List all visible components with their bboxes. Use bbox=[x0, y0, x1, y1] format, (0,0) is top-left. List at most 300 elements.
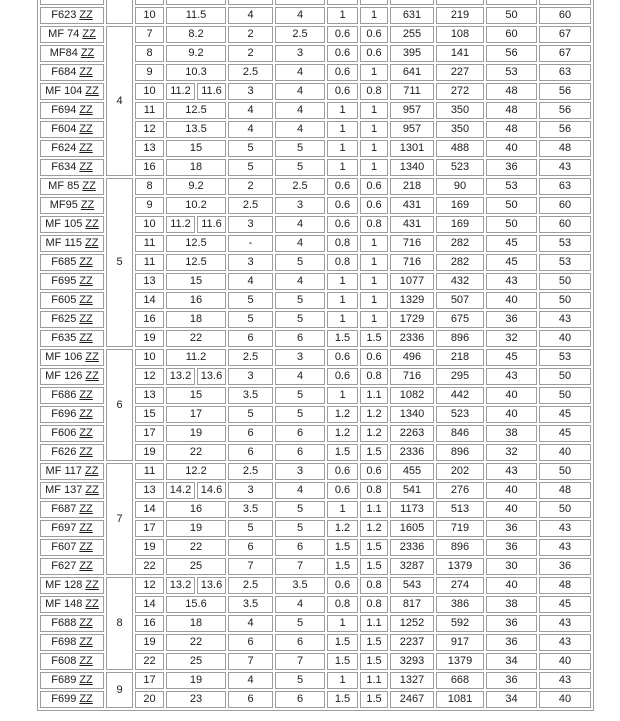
data-cell: 1 bbox=[327, 501, 358, 518]
model-cell bbox=[40, 140, 104, 157]
data-cell: 2.5 bbox=[228, 349, 273, 366]
data-cell: 13 bbox=[135, 140, 164, 157]
data-cell: 19 bbox=[135, 539, 164, 556]
data-cell: 6 bbox=[228, 330, 273, 347]
model-base-text: MF 105 bbox=[45, 218, 83, 230]
data-cell bbox=[436, 0, 484, 5]
data-cell: 496 bbox=[390, 349, 434, 366]
data-cell: 1.5 bbox=[327, 691, 358, 708]
data-cell: 34 bbox=[486, 653, 537, 670]
model-cell bbox=[40, 235, 104, 252]
model-link[interactable] bbox=[46, 237, 99, 249]
data-cell: 40 bbox=[486, 501, 537, 518]
data-cell: 53 bbox=[486, 64, 537, 81]
data-cell: 1.5 bbox=[327, 539, 358, 556]
data-cell: 2 bbox=[228, 26, 273, 43]
data-cell: 50 bbox=[539, 387, 591, 404]
data-cell: 523 bbox=[436, 406, 484, 423]
data-cell: 507 bbox=[436, 292, 484, 309]
model-link[interactable] bbox=[45, 218, 99, 230]
data-cell: 36 bbox=[486, 311, 537, 328]
data-cell: 4 bbox=[275, 216, 325, 233]
model-suffix-text: ZZ bbox=[79, 9, 93, 21]
data-cell: 14.2 bbox=[166, 482, 195, 499]
data-cell: 7 bbox=[275, 558, 325, 575]
data-cell: 0.6 bbox=[327, 368, 358, 385]
model-base-text: MF 117 bbox=[45, 465, 83, 477]
model-link[interactable] bbox=[51, 503, 93, 515]
data-cell: 36 bbox=[486, 159, 537, 176]
data-cell: 15 bbox=[166, 387, 226, 404]
data-cell: 641 bbox=[390, 64, 434, 81]
data-cell: 3 bbox=[228, 254, 273, 271]
data-cell: 5 bbox=[275, 406, 325, 423]
data-cell: 36 bbox=[486, 634, 537, 651]
data-cell: 169 bbox=[436, 197, 484, 214]
data-cell: 4 bbox=[275, 83, 325, 100]
data-cell: 0.6 bbox=[327, 463, 358, 480]
model-link[interactable] bbox=[45, 370, 99, 382]
model-base-text: F689 bbox=[51, 674, 77, 686]
model-suffix-text: ZZ bbox=[85, 218, 99, 230]
model-link[interactable] bbox=[51, 332, 93, 344]
model-cell bbox=[40, 596, 104, 613]
model-cell bbox=[40, 330, 104, 347]
model-link[interactable] bbox=[51, 104, 93, 116]
data-cell: 12 bbox=[135, 368, 164, 385]
data-cell: 1.5 bbox=[327, 330, 358, 347]
data-cell: 0.6 bbox=[360, 463, 388, 480]
data-cell: 5 bbox=[228, 311, 273, 328]
data-cell: 50 bbox=[539, 463, 591, 480]
data-cell: 5 bbox=[275, 311, 325, 328]
data-cell: 1 bbox=[327, 672, 358, 689]
data-cell: 1 bbox=[327, 292, 358, 309]
model-link[interactable] bbox=[51, 275, 93, 287]
data-cell: 668 bbox=[436, 672, 484, 689]
data-cell: 8 bbox=[135, 178, 164, 195]
data-cell: 282 bbox=[436, 235, 484, 252]
data-cell: 1.5 bbox=[360, 634, 388, 651]
model-cell bbox=[40, 45, 104, 62]
data-cell: 50 bbox=[486, 216, 537, 233]
data-cell: 432 bbox=[436, 273, 484, 290]
data-cell: 9.2 bbox=[166, 178, 226, 195]
model-cell bbox=[40, 463, 104, 480]
data-cell: 6 bbox=[275, 691, 325, 708]
data-cell: 43 bbox=[539, 539, 591, 556]
model-cell bbox=[40, 520, 104, 537]
data-cell: 63 bbox=[539, 178, 591, 195]
data-cell: 957 bbox=[390, 102, 434, 119]
data-cell: 60 bbox=[486, 26, 537, 43]
data-cell: 6 bbox=[228, 444, 273, 461]
model-suffix-text: ZZ bbox=[79, 332, 93, 344]
data-cell: 11 bbox=[135, 254, 164, 271]
data-cell: 12.5 bbox=[166, 254, 226, 271]
data-cell: 1.5 bbox=[327, 558, 358, 575]
data-cell: 1329 bbox=[390, 292, 434, 309]
model-suffix-text: ZZ bbox=[85, 598, 99, 610]
data-cell: 1 bbox=[360, 64, 388, 81]
model-cell bbox=[40, 102, 104, 119]
d-group-cell: 5 bbox=[106, 178, 133, 347]
model-link[interactable] bbox=[51, 161, 93, 173]
model-suffix-text: ZZ bbox=[79, 256, 93, 268]
data-cell: 45 bbox=[486, 254, 537, 271]
data-cell: 43 bbox=[539, 672, 591, 689]
data-cell: 40 bbox=[486, 292, 537, 309]
data-cell: 5 bbox=[275, 520, 325, 537]
data-cell: 19 bbox=[135, 444, 164, 461]
data-cell: 0.6 bbox=[327, 45, 358, 62]
data-cell: 3287 bbox=[390, 558, 434, 575]
data-cell: 719 bbox=[436, 520, 484, 537]
data-cell: 13.2 bbox=[166, 577, 195, 594]
data-cell: 1605 bbox=[390, 520, 434, 537]
data-cell: 1.5 bbox=[360, 444, 388, 461]
model-cell bbox=[40, 311, 104, 328]
data-cell: 10.3 bbox=[166, 64, 226, 81]
data-cell: 56 bbox=[486, 45, 537, 62]
model-link[interactable] bbox=[51, 408, 93, 420]
data-cell: 3 bbox=[275, 349, 325, 366]
data-cell: 15.6 bbox=[166, 596, 226, 613]
model-cell bbox=[40, 444, 104, 461]
data-cell: 14 bbox=[135, 596, 164, 613]
data-cell: 896 bbox=[436, 444, 484, 461]
data-cell: 4 bbox=[275, 596, 325, 613]
data-cell: 0.6 bbox=[327, 482, 358, 499]
data-cell: 50 bbox=[486, 7, 537, 24]
data-cell: 1077 bbox=[390, 273, 434, 290]
model-link[interactable] bbox=[51, 123, 93, 135]
data-cell: 14 bbox=[135, 292, 164, 309]
data-cell: 19 bbox=[166, 425, 226, 442]
data-cell: 0.6 bbox=[360, 45, 388, 62]
data-cell: 11 bbox=[135, 102, 164, 119]
data-cell: 16 bbox=[166, 501, 226, 518]
data-cell: 2467 bbox=[390, 691, 434, 708]
data-cell: 3.5 bbox=[228, 387, 273, 404]
data-cell: 0.6 bbox=[327, 26, 358, 43]
data-cell: 0.8 bbox=[360, 596, 388, 613]
model-suffix-text: ZZ bbox=[79, 313, 93, 325]
data-cell: 9 bbox=[135, 197, 164, 214]
model-base-text: F608 bbox=[51, 655, 77, 667]
data-cell: 40 bbox=[539, 330, 591, 347]
data-cell: 22 bbox=[135, 653, 164, 670]
data-cell: 18 bbox=[166, 159, 226, 176]
data-cell: 1340 bbox=[390, 159, 434, 176]
data-cell: 0.6 bbox=[360, 197, 388, 214]
model-cell bbox=[40, 216, 104, 233]
data-cell: 1 bbox=[360, 235, 388, 252]
model-suffix-text: ZZ bbox=[82, 28, 96, 40]
data-cell: 631 bbox=[390, 7, 434, 24]
model-base-text: F605 bbox=[51, 294, 77, 306]
data-cell: 53 bbox=[539, 254, 591, 271]
model-base-text: F687 bbox=[51, 503, 77, 515]
model-base-text: F606 bbox=[51, 427, 77, 439]
data-cell: 40 bbox=[486, 387, 537, 404]
model-link[interactable] bbox=[51, 256, 93, 268]
data-cell: 50 bbox=[539, 501, 591, 518]
data-cell: 0.8 bbox=[327, 235, 358, 252]
data-cell: 6 bbox=[275, 539, 325, 556]
data-cell: 30 bbox=[486, 558, 537, 575]
model-link[interactable] bbox=[50, 199, 95, 211]
model-link[interactable] bbox=[51, 617, 93, 629]
data-cell: 48 bbox=[486, 121, 537, 138]
model-base-text: F686 bbox=[51, 389, 77, 401]
model-link[interactable] bbox=[51, 313, 93, 325]
data-cell: 1.5 bbox=[360, 330, 388, 347]
data-cell: 7 bbox=[228, 653, 273, 670]
data-cell: - bbox=[228, 235, 273, 252]
data-cell: 36 bbox=[486, 615, 537, 632]
model-suffix-text: ZZ bbox=[79, 522, 93, 534]
model-suffix-text: ZZ bbox=[79, 408, 93, 420]
data-cell: 43 bbox=[539, 311, 591, 328]
data-cell: 541 bbox=[390, 482, 434, 499]
data-cell: 675 bbox=[436, 311, 484, 328]
model-link[interactable] bbox=[51, 693, 93, 705]
data-cell: 48 bbox=[486, 102, 537, 119]
model-link[interactable] bbox=[45, 484, 99, 496]
model-cell bbox=[40, 615, 104, 632]
data-cell: 716 bbox=[390, 235, 434, 252]
data-cell: 3293 bbox=[390, 653, 434, 670]
data-cell: 10 bbox=[135, 7, 164, 24]
model-link[interactable] bbox=[71, 0, 74, 2]
model-suffix-text: ZZ bbox=[79, 104, 93, 116]
data-cell: 3 bbox=[228, 482, 273, 499]
model-link[interactable] bbox=[51, 9, 93, 21]
table-row bbox=[40, 577, 591, 594]
model-link[interactable] bbox=[50, 47, 95, 59]
table-row bbox=[40, 349, 591, 366]
data-cell: 1 bbox=[327, 159, 358, 176]
model-suffix-text: ZZ bbox=[79, 446, 93, 458]
model-suffix-text: ZZ bbox=[85, 465, 99, 477]
data-cell: 431 bbox=[390, 216, 434, 233]
data-cell bbox=[327, 0, 358, 5]
data-cell: 1 bbox=[360, 102, 388, 119]
data-cell: 255 bbox=[390, 26, 434, 43]
data-cell: 11.2 bbox=[166, 216, 195, 233]
data-cell: 15 bbox=[135, 406, 164, 423]
model-base-text: MF84 bbox=[49, 47, 78, 59]
model-suffix-text: ZZ bbox=[85, 85, 99, 97]
model-link[interactable] bbox=[51, 389, 93, 401]
data-cell: 12.2 bbox=[166, 463, 226, 480]
data-cell: 6 bbox=[275, 444, 325, 461]
data-cell: 1 bbox=[327, 615, 358, 632]
data-cell: 0.6 bbox=[360, 178, 388, 195]
data-cell: 227 bbox=[436, 64, 484, 81]
model-base-text: F697 bbox=[51, 522, 77, 534]
data-cell: 11 bbox=[135, 463, 164, 480]
data-cell: 5 bbox=[228, 520, 273, 537]
model-suffix-text: ZZ bbox=[85, 351, 99, 363]
data-cell: 523 bbox=[436, 159, 484, 176]
data-cell: 4 bbox=[275, 368, 325, 385]
data-cell: 2 bbox=[228, 45, 273, 62]
data-cell: 22 bbox=[166, 539, 226, 556]
data-cell: 0.6 bbox=[327, 197, 358, 214]
model-cell bbox=[40, 0, 104, 5]
data-cell: 10 bbox=[135, 216, 164, 233]
data-cell: 4 bbox=[275, 121, 325, 138]
data-cell: 32 bbox=[486, 444, 537, 461]
model-cell bbox=[40, 691, 104, 708]
model-link[interactable] bbox=[46, 465, 99, 477]
data-cell: 0.6 bbox=[360, 26, 388, 43]
model-link[interactable] bbox=[51, 142, 93, 154]
data-cell: 2.5 bbox=[228, 463, 273, 480]
data-cell: 386 bbox=[436, 596, 484, 613]
data-cell: 2.5 bbox=[228, 64, 273, 81]
model-link[interactable] bbox=[45, 85, 99, 97]
model-base-text: F604 bbox=[51, 123, 77, 135]
model-cell bbox=[40, 159, 104, 176]
data-cell: 43 bbox=[539, 615, 591, 632]
model-link[interactable] bbox=[51, 446, 93, 458]
data-cell: 1340 bbox=[390, 406, 434, 423]
data-cell: 12.5 bbox=[166, 235, 226, 252]
data-cell: 13.5 bbox=[166, 121, 226, 138]
data-cell: 8.2 bbox=[166, 26, 226, 43]
data-cell: 36 bbox=[486, 520, 537, 537]
data-cell: 5 bbox=[275, 672, 325, 689]
data-cell: 0.6 bbox=[360, 349, 388, 366]
data-cell: 48 bbox=[486, 83, 537, 100]
data-cell: 18 bbox=[166, 311, 226, 328]
data-cell: 56 bbox=[539, 121, 591, 138]
data-cell: 11.2 bbox=[166, 83, 195, 100]
model-link[interactable] bbox=[51, 674, 93, 686]
data-cell: 6 bbox=[228, 539, 273, 556]
data-cell: 53 bbox=[539, 235, 591, 252]
model-suffix-text: ZZ bbox=[80, 199, 95, 211]
data-cell: 0.6 bbox=[327, 216, 358, 233]
model-base-text: F635 bbox=[51, 332, 77, 344]
data-cell: 63 bbox=[539, 64, 591, 81]
data-cell: 5 bbox=[275, 140, 325, 157]
model-link[interactable] bbox=[48, 28, 96, 40]
data-cell: 350 bbox=[436, 121, 484, 138]
model-link[interactable] bbox=[51, 522, 93, 534]
data-cell: 1379 bbox=[436, 558, 484, 575]
model-link[interactable] bbox=[45, 579, 99, 591]
model-base-text: F684 bbox=[51, 66, 77, 78]
data-cell: 455 bbox=[390, 463, 434, 480]
data-cell: 11 bbox=[135, 235, 164, 252]
data-cell: 1081 bbox=[436, 691, 484, 708]
data-cell: 0.8 bbox=[360, 83, 388, 100]
model-cell bbox=[40, 558, 104, 575]
model-link[interactable] bbox=[51, 636, 93, 648]
data-cell: 4 bbox=[228, 672, 273, 689]
model-link[interactable] bbox=[48, 180, 96, 192]
model-cell bbox=[40, 539, 104, 556]
model-base-text: MF 137 bbox=[45, 484, 83, 496]
d-group-cell bbox=[106, 0, 133, 24]
data-cell: 442 bbox=[436, 387, 484, 404]
data-cell: 19 bbox=[135, 330, 164, 347]
data-cell: 43 bbox=[486, 368, 537, 385]
model-cell bbox=[40, 64, 104, 81]
model-link[interactable] bbox=[45, 351, 99, 363]
model-suffix-text: ZZ bbox=[79, 636, 93, 648]
model-link[interactable] bbox=[51, 541, 93, 553]
data-cell bbox=[390, 0, 434, 5]
data-cell: 1.2 bbox=[327, 425, 358, 442]
data-cell: 716 bbox=[390, 254, 434, 271]
model-base-text: F623 bbox=[51, 9, 77, 21]
data-cell bbox=[539, 0, 591, 5]
data-cell: 5 bbox=[228, 292, 273, 309]
data-cell: 395 bbox=[390, 45, 434, 62]
model-suffix-text: ZZ bbox=[82, 180, 96, 192]
data-cell bbox=[486, 0, 537, 5]
data-cell: 295 bbox=[436, 368, 484, 385]
model-cell bbox=[40, 26, 104, 43]
data-cell: 488 bbox=[436, 140, 484, 157]
model-base-text: F696 bbox=[51, 408, 77, 420]
table-row-cut bbox=[40, 0, 591, 5]
data-cell: 1 bbox=[360, 254, 388, 271]
model-link[interactable] bbox=[45, 598, 99, 610]
data-cell: 13.2 bbox=[166, 368, 195, 385]
data-cell: 45 bbox=[539, 425, 591, 442]
model-cell bbox=[40, 482, 104, 499]
model-cell bbox=[40, 387, 104, 404]
data-cell: 219 bbox=[436, 7, 484, 24]
data-cell: 13 bbox=[135, 387, 164, 404]
data-cell: 4 bbox=[275, 235, 325, 252]
data-cell: 1 bbox=[327, 273, 358, 290]
model-suffix-text: ZZ bbox=[79, 674, 93, 686]
data-cell: 1 bbox=[327, 387, 358, 404]
data-cell: 13 bbox=[135, 482, 164, 499]
data-cell: 513 bbox=[436, 501, 484, 518]
data-cell: 1 bbox=[327, 311, 358, 328]
data-cell: 4 bbox=[275, 102, 325, 119]
data-cell: 2 bbox=[228, 178, 273, 195]
data-cell: 1379 bbox=[436, 653, 484, 670]
model-link[interactable] bbox=[51, 427, 93, 439]
data-cell: 13.6 bbox=[197, 368, 226, 385]
data-cell: 272 bbox=[436, 83, 484, 100]
model-base-text: MF 126 bbox=[45, 370, 83, 382]
model-link[interactable] bbox=[51, 560, 93, 572]
data-cell: 12.5 bbox=[166, 102, 226, 119]
model-cell bbox=[40, 653, 104, 670]
model-link[interactable] bbox=[51, 66, 93, 78]
model-link[interactable] bbox=[51, 655, 93, 667]
data-cell: 543 bbox=[390, 577, 434, 594]
data-cell: 957 bbox=[390, 121, 434, 138]
data-cell: 0.6 bbox=[327, 178, 358, 195]
data-cell: 1.2 bbox=[360, 425, 388, 442]
bearing-table-crop-viewport bbox=[37, 0, 594, 711]
data-cell: 5 bbox=[275, 159, 325, 176]
model-cell bbox=[40, 368, 104, 385]
data-cell: 12 bbox=[135, 121, 164, 138]
model-link[interactable] bbox=[51, 294, 93, 306]
